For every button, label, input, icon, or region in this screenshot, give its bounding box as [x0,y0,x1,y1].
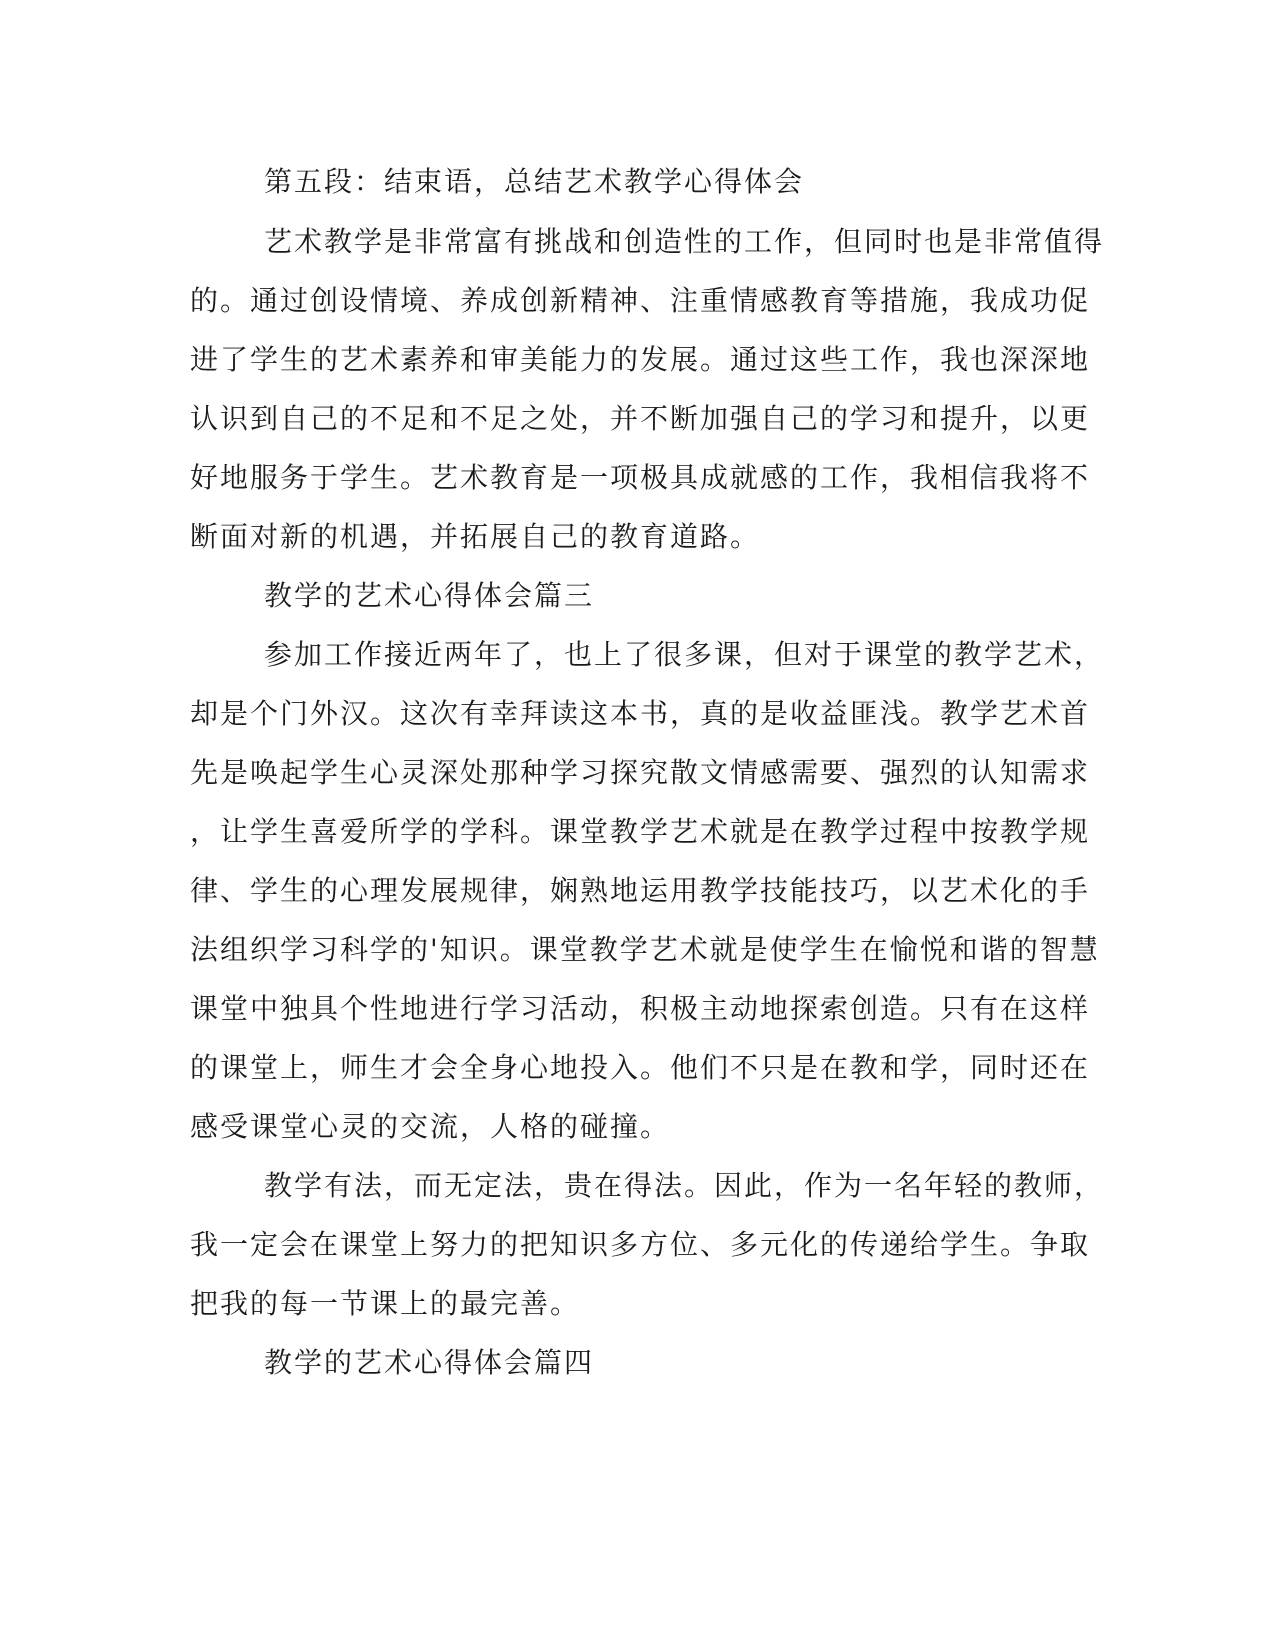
paragraph-line: 艺术教学是非常富有挑战和创造性的工作，但同时也是非常值得 [264,225,1105,258]
paragraph-line: 却是个门外汉。这次有幸拜读这本书，真的是收益匪浅。教学艺术首 [190,697,1091,730]
paragraph-line: ，让学生喜爱所学的学科。课堂教学艺术就是在教学过程中按教学规 [190,815,1091,848]
paragraph-line: 先是唤起学生心灵深处那种学习探究散文情感需要、强烈的认知需求 [190,756,1091,789]
paragraph-line: 认识到自己的不足和不足之处，并不断加强自己的学习和提升，以更 [190,402,1091,435]
paragraph-line: 把我的每一节课上的最完善。 [190,1287,581,1320]
section-heading-part3: 教学的艺术心得体会篇三 [264,579,595,612]
paragraph-line: 进了学生的艺术素养和审美能力的发展。通过这些工作，我也深深地 [190,343,1091,376]
paragraph-line: 我一定会在课堂上努力的把知识多方位、多元化的传递给学生。争取 [190,1228,1091,1261]
paragraph-line: 感受课堂心灵的交流，人格的碰撞。 [190,1110,671,1143]
paragraph-line: 课堂中独具个性地进行学习活动，积极主动地探索创造。只有在这样 [190,992,1091,1025]
paragraph-line: 参加工作接近两年了，也上了很多课，但对于课堂的教学艺术， [264,638,1105,671]
paragraph-line: 法组织学习科学的'知识。课堂教学艺术就是使学生在愉悦和谐的智慧 [190,933,1100,966]
paragraph-line: 教学有法，而无定法，贵在得法。因此，作为一名年轻的教师， [264,1169,1105,1202]
paragraph-line: 断面对新的机遇，并拓展自己的教育道路。 [190,520,761,553]
paragraph-line: 的课堂上，师生才会全身心地投入。他们不只是在教和学，同时还在 [190,1051,1091,1084]
paragraph-line: 的。通过创设情境、养成创新精神、注重情感教育等措施，我成功促 [190,284,1091,317]
paragraph-line: 律、学生的心理发展规律，娴熟地运用教学技能技巧，以艺术化的手 [190,874,1091,907]
section-heading-part5: 第五段：结束语，总结艺术教学心得体会 [264,165,805,198]
section-heading-part4: 教学的艺术心得体会篇四 [264,1346,595,1379]
paragraph-line: 好地服务于学生。艺术教育是一项极具成就感的工作，我相信我将不 [190,461,1091,494]
